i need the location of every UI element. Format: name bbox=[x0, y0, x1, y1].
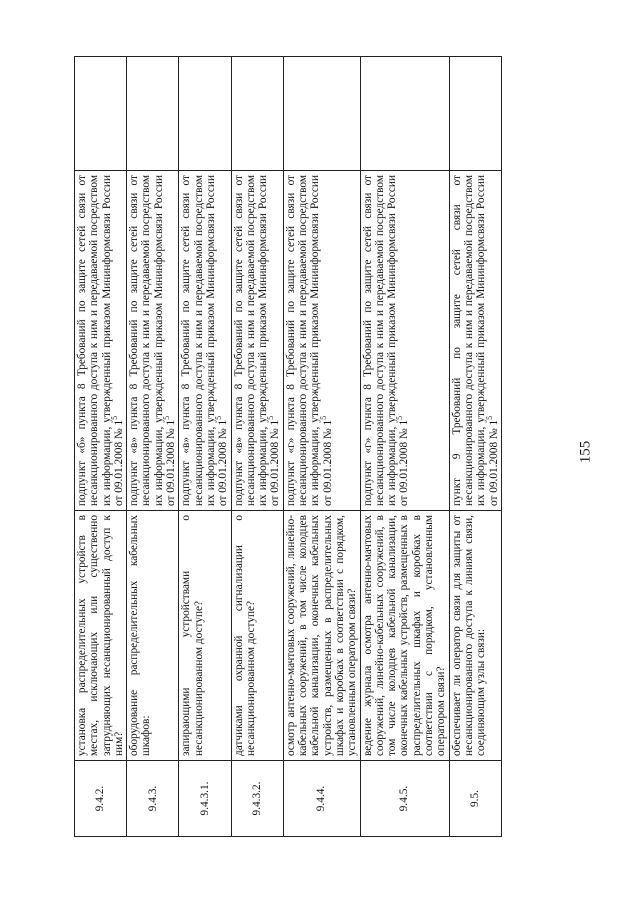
requirement-cell bbox=[360, 171, 449, 511]
note-cell bbox=[360, 57, 449, 171]
requirement-text: подпункт «г» пункта 8 Требований по защите сетей связи от несанкционированного доступа к ним и передаваемой посредством их информации, утвержденный приказом Мининформсвязи России от 09.01.2008 № 1 bbox=[284, 175, 334, 506]
requirement-text: подпункт «в» пункта 8 Требований по защите сетей связи от несанкционированного доступа к ним и передаваемой посредством их информации, утвержденный приказом Мининформсвязи России от 09.01.2008 № 1 bbox=[128, 175, 178, 506]
question-cell: осмотр антенно-мачтовых сооружений, линейно-кабельных сооружений, в том числе колодцев кабельной канализации, оконечных кабельных устройств, размещенных в распределительных шкафах и коробках в соответствии с порядком, установленным оператором связи? bbox=[283, 511, 360, 761]
note-cell bbox=[283, 57, 360, 171]
footnote-mark: 5 bbox=[214, 415, 224, 420]
row-number: 9.4.2. bbox=[75, 761, 127, 837]
row-number: 9.4.3.1. bbox=[179, 761, 231, 837]
requirement-cell bbox=[127, 171, 179, 511]
table-row bbox=[179, 57, 231, 837]
requirements-table bbox=[74, 56, 502, 837]
footnote-mark: 5 bbox=[484, 415, 494, 420]
question-cell: оборудование распределительных кабельных шкафов: bbox=[127, 511, 179, 761]
question-cell: обеспечивает ли оператор связи для защиты от несанкционированного доступа к линиям связи, соединяющим узлы связи: bbox=[449, 511, 501, 761]
row-number: 9.4.3. bbox=[127, 761, 179, 837]
requirement-text: подпункт «б» пункта 8 Требований по защите сетей связи от несанкционированного доступа к ним и передаваемой посредством их информации, утвержденный приказом Мининформсвязи России от 09.01.2008 № 1 bbox=[76, 175, 125, 506]
footnote-mark: 5 bbox=[266, 415, 276, 420]
requirement-text: подпункт «г» пункта 8 Требований по защите сетей связи от несанкционированного доступа к ним и передаваемой посредством их информации, утвержденный приказом Мининформсвязи России от 09.01.2008 № 1 bbox=[361, 175, 411, 506]
table-row bbox=[127, 57, 179, 837]
row-number: 9.4.3.2. bbox=[231, 761, 283, 837]
note-cell bbox=[449, 57, 501, 171]
question-cell: запирающими устройствами о несанкционированном доступе? bbox=[179, 511, 231, 761]
note-cell bbox=[75, 57, 127, 171]
table-row bbox=[283, 57, 360, 837]
requirement-cell bbox=[283, 171, 360, 511]
table-row bbox=[360, 57, 449, 837]
table-body bbox=[75, 57, 502, 837]
note-cell bbox=[231, 57, 283, 171]
requirement-text: подпункт «в» пункта 8 Требований по защите сетей связи от несанкционированного доступа к ним и передаваемой посредством их информации, утвержденный приказом Мининформсвязи России от 09.01.2008 № 1 bbox=[180, 175, 230, 506]
footnote-mark: 5 bbox=[110, 415, 120, 420]
rotated-table-container bbox=[74, 57, 564, 837]
requirement-cell bbox=[179, 171, 231, 511]
table-row bbox=[231, 57, 283, 837]
note-cell bbox=[127, 57, 179, 171]
question-cell: установка распределительных устройств в местах, исключающих или существенно затрудняющих несанкционированный доступ к ним? bbox=[75, 511, 127, 761]
row-number: 9.4.5. bbox=[360, 761, 449, 837]
footnote-mark: 5 bbox=[318, 415, 328, 420]
table-row bbox=[449, 57, 501, 837]
footnote-mark: 5 bbox=[162, 415, 172, 420]
requirement-cell bbox=[449, 171, 501, 511]
requirement-cell bbox=[231, 171, 283, 511]
page-number: 155 bbox=[577, 440, 594, 464]
requirement-text: пункт 9 Требований по защите сетей связи от несанкционированного доступа к ним и передаваемой посредством их информации, утвержденный приказом Мининформсвязи России от 09.01.2008 № 1 bbox=[450, 175, 500, 506]
requirement-cell bbox=[75, 171, 127, 511]
footnote-mark: 5 bbox=[395, 415, 405, 420]
question-cell: датчиками охранной сигнализации о несанкционированном доступе? bbox=[231, 511, 283, 761]
table-row bbox=[75, 57, 127, 837]
row-number: 9.5. bbox=[449, 761, 501, 837]
requirement-text: подпункт «в» пункта 8 Требований по защите сетей связи от несанкционированного доступа к ним и передаваемой посредством их информации, утвержденный приказом Мининформсвязи России от 09.01.2008 № 1 bbox=[232, 175, 282, 506]
note-cell bbox=[179, 57, 231, 171]
row-number: 9.4.4. bbox=[283, 761, 360, 837]
question-cell: ведение журнала осмотра антенно-мачтовых сооружений, линейно-кабельных сооружений, в том числе колодцев кабельной канализации, оконечных кабельных устройств, размещенных в распределительных шкафах и коробках в соответствии с порядком, установленным оператором связи? bbox=[360, 511, 449, 761]
